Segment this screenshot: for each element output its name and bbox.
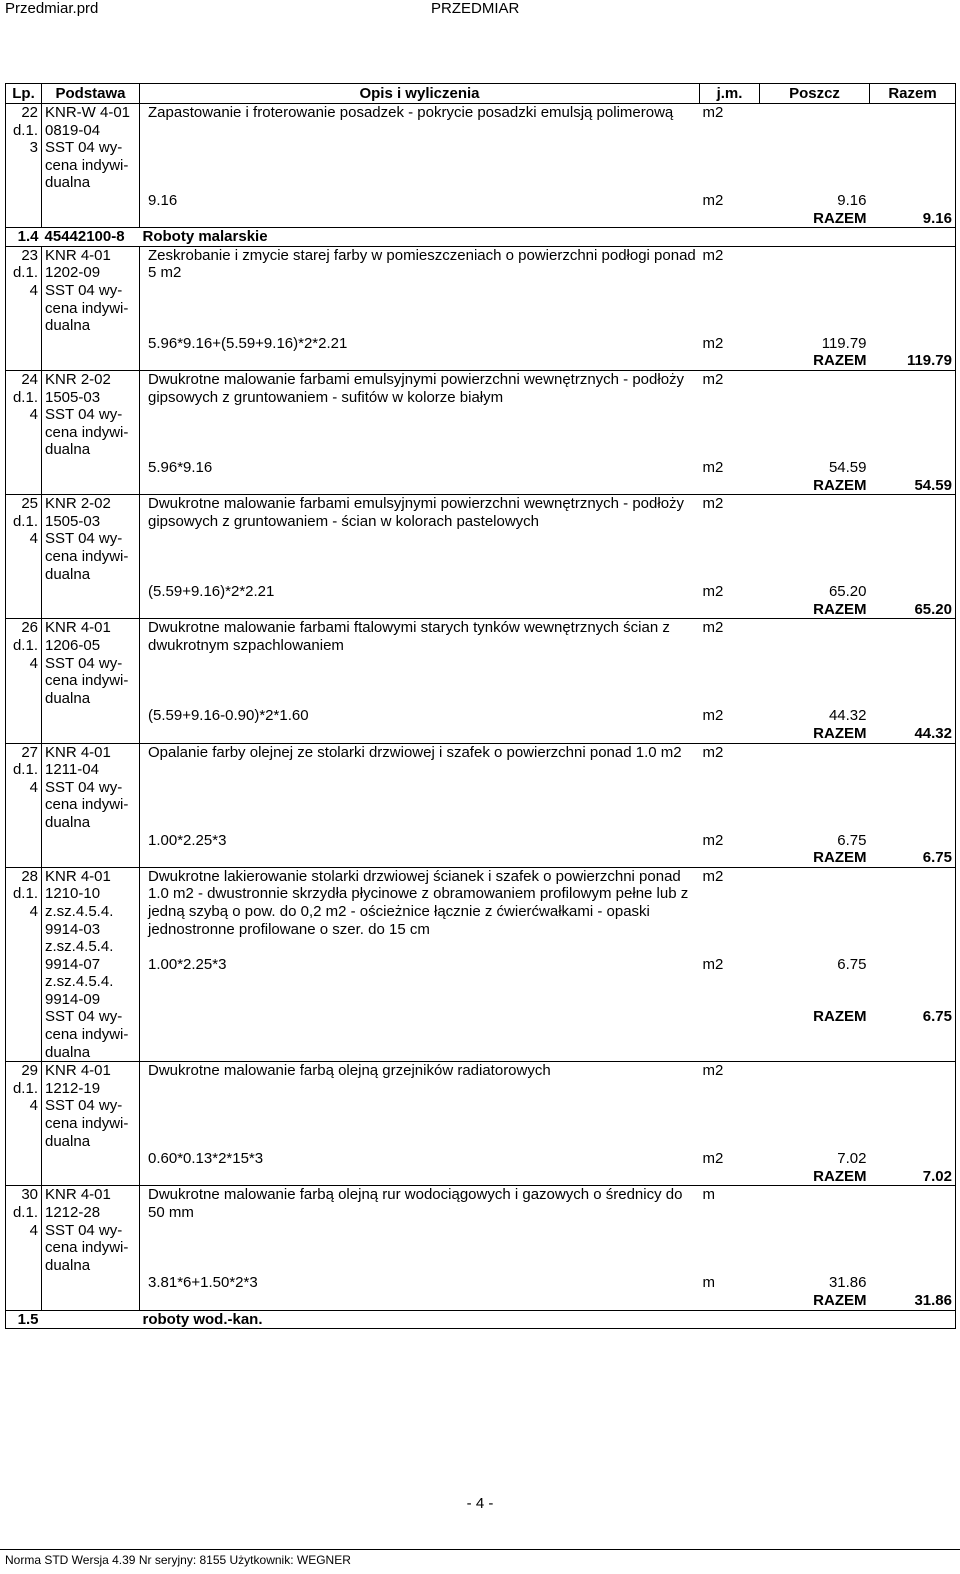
total-label: RAZEM bbox=[760, 725, 870, 743]
calc-unit bbox=[700, 1150, 760, 1168]
item-row bbox=[6, 370, 956, 459]
page-header bbox=[0, 0, 960, 18]
item-description: Dwukrotne malowanie farbami ftalowymi starych tynków wewnętrznych ścian z dwukrotnym szpachlowaniem bbox=[140, 619, 700, 708]
table-header-row bbox=[6, 84, 956, 104]
item-unit bbox=[700, 370, 760, 459]
item-description: Dwukrotne malowanie farbami emulsyjnymi powierzchni wewnętrznych - podłoży gipsowych z gruntowaniem - ścian w kolorach pastelowych bbox=[140, 495, 700, 584]
column-header: Opis i wyliczenia bbox=[140, 84, 700, 104]
item-basis: KNR 4-01 1212-19 SST 04 wy- cena indywi- dualna bbox=[42, 1062, 140, 1186]
empty-cell bbox=[870, 192, 956, 210]
estimate-table bbox=[5, 83, 956, 1329]
calc-unit bbox=[700, 707, 760, 725]
item-row bbox=[6, 743, 956, 832]
section-code: 45442100-8 bbox=[42, 228, 140, 247]
item-lp: 22 d.1. 3 bbox=[6, 104, 42, 228]
item-description: Opalanie farby olejnej ze stolarki drzwiowej i szafek o powierzchni ponad 1.0 m2 bbox=[140, 743, 700, 832]
calc-expression: 1.00*2.25*3 bbox=[140, 832, 700, 850]
empty-cell bbox=[140, 849, 760, 867]
item-basis: KNR 4-01 1202-09 SST 04 wy- cena indywi- dualna bbox=[42, 246, 140, 370]
calc-row bbox=[6, 1274, 956, 1292]
item-row bbox=[6, 619, 956, 708]
calc-expression: (5.59+9.16)*2*2.21 bbox=[140, 583, 700, 601]
calc-expression: 5.96*9.16 bbox=[140, 459, 700, 477]
item-unit bbox=[700, 867, 760, 956]
calc-value: 54.59 bbox=[828, 458, 867, 476]
empty-cell bbox=[140, 210, 760, 228]
item-lp: 28 d.1. 4 bbox=[6, 867, 42, 1062]
calc-unit-text: m2 bbox=[702, 583, 724, 601]
empty-cell bbox=[760, 370, 870, 459]
empty-cell bbox=[870, 104, 956, 193]
total-label: RAZEM bbox=[760, 477, 870, 495]
item-row bbox=[6, 104, 956, 193]
item-lp: 30 d.1. 4 bbox=[6, 1186, 42, 1310]
calc-row bbox=[6, 335, 956, 353]
item-unit-text: m2 bbox=[702, 495, 724, 513]
empty-cell bbox=[870, 832, 956, 850]
empty-cell bbox=[870, 1274, 956, 1292]
empty-cell bbox=[140, 477, 760, 495]
total-row bbox=[6, 1008, 956, 1062]
item-basis: KNR 4-01 1211-04 SST 04 wy- cena indywi- dualna bbox=[42, 743, 140, 867]
item-basis: KNR 2-02 1505-03 SST 04 wy- cena indywi- dualna bbox=[42, 370, 140, 494]
calc-unit-text: m2 bbox=[702, 955, 724, 973]
item-lp: 29 d.1. 4 bbox=[6, 1062, 42, 1186]
item-unit-text: m2 bbox=[702, 104, 724, 121]
empty-cell bbox=[870, 583, 956, 601]
item-unit-text: m2 bbox=[702, 370, 724, 388]
item-unit bbox=[700, 104, 760, 193]
calc-unit-text: m2 bbox=[702, 192, 724, 209]
item-unit-text: m bbox=[702, 1186, 715, 1204]
total-row bbox=[6, 1168, 956, 1186]
empty-cell bbox=[760, 1062, 870, 1151]
calc-expression: 1.00*2.25*3 bbox=[140, 956, 700, 1008]
total-value: 6.75 bbox=[870, 1008, 956, 1062]
footer-note: Norma STD Wersja 4.39 Nr seryjny: 8155 Użytkownik: WEGNER bbox=[5, 1553, 351, 1567]
total-label: RAZEM bbox=[760, 849, 870, 867]
empty-cell bbox=[870, 335, 956, 353]
calc-unit bbox=[700, 459, 760, 477]
calc-expression: (5.59+9.16-0.90)*2*1.60 bbox=[140, 707, 700, 725]
calc-value: 6.75 bbox=[837, 831, 867, 849]
item-basis: KNR 2-02 1505-03 SST 04 wy- cena indywi- dualna bbox=[42, 495, 140, 619]
total-row bbox=[6, 849, 956, 867]
empty-cell bbox=[870, 1062, 956, 1151]
item-row bbox=[6, 495, 956, 584]
page-number: - 4 - bbox=[466, 1495, 494, 1512]
total-value: 65.20 bbox=[870, 601, 956, 619]
item-lp: 23 d.1. 4 bbox=[6, 246, 42, 370]
calc-row bbox=[6, 192, 956, 210]
calc-unit bbox=[700, 956, 760, 1008]
column-header: j.m. bbox=[700, 84, 760, 104]
total-label: RAZEM bbox=[760, 1008, 870, 1062]
section-number: 1.5 bbox=[6, 1310, 42, 1329]
empty-cell bbox=[870, 743, 956, 832]
empty-cell bbox=[870, 956, 956, 1008]
column-header: Poszcz bbox=[760, 84, 870, 104]
item-lp: 26 d.1. 4 bbox=[6, 619, 42, 743]
calc-value: 119.79 bbox=[821, 334, 867, 352]
calc-unit-text: m bbox=[702, 1274, 715, 1292]
total-value: 7.02 bbox=[870, 1168, 956, 1186]
total-row bbox=[6, 210, 956, 228]
calc-unit-text: m2 bbox=[702, 831, 724, 849]
item-description: Zapastowanie i froterowanie posadzek - pokrycie posadzki emulsją polimerową bbox=[140, 104, 700, 193]
total-value: 6.75 bbox=[870, 849, 956, 867]
total-value: 54.59 bbox=[870, 477, 956, 495]
calc-value: 65.20 bbox=[828, 583, 867, 601]
empty-cell bbox=[870, 619, 956, 708]
calc-unit bbox=[700, 1274, 760, 1292]
empty-cell bbox=[870, 867, 956, 956]
file-name: Przedmiar.prd bbox=[5, 0, 99, 17]
item-unit bbox=[700, 495, 760, 584]
item-unit bbox=[700, 1062, 760, 1151]
empty-cell bbox=[140, 1292, 760, 1310]
empty-cell bbox=[870, 495, 956, 584]
section-title: Roboty malarskie bbox=[140, 228, 956, 247]
total-label: RAZEM bbox=[760, 1292, 870, 1310]
empty-cell bbox=[140, 601, 760, 619]
empty-cell bbox=[760, 867, 870, 956]
calc-unit-text: m2 bbox=[702, 707, 724, 725]
calc-value: 7.02 bbox=[837, 1150, 867, 1168]
item-unit bbox=[700, 743, 760, 832]
calc-expression: 9.16 bbox=[140, 192, 700, 210]
item-unit bbox=[700, 619, 760, 708]
item-basis: KNR 4-01 1212-28 SST 04 wy- cena indywi- dualna bbox=[42, 1186, 140, 1310]
item-unit-text: m2 bbox=[702, 1062, 724, 1080]
document-title: PRZEDMIAR bbox=[431, 0, 520, 17]
total-value: 9.16 bbox=[870, 210, 956, 228]
section-row bbox=[6, 228, 956, 247]
empty-cell bbox=[140, 1008, 760, 1062]
calc-expression: 5.96*9.16+(5.59+9.16)*2*2.21 bbox=[140, 335, 700, 353]
item-lp: 24 d.1. 4 bbox=[6, 370, 42, 494]
total-row bbox=[6, 1292, 956, 1310]
empty-cell bbox=[760, 743, 870, 832]
total-row bbox=[6, 725, 956, 743]
empty-cell bbox=[870, 707, 956, 725]
column-header: Podstawa bbox=[42, 84, 140, 104]
calc-unit bbox=[700, 192, 760, 210]
item-unit bbox=[700, 1186, 760, 1275]
empty-cell bbox=[760, 246, 870, 335]
empty-cell bbox=[140, 725, 760, 743]
item-basis: KNR 4-01 1210-10 z.sz.4.5.4. 9914-03 z.sz.4.5.4. 9914-07 z.sz.4.5.4. 9914-09 SST 04 wy- cena indywi- dualna bbox=[42, 867, 140, 1062]
item-row bbox=[6, 1186, 956, 1275]
item-row bbox=[6, 246, 956, 335]
empty-cell bbox=[760, 1186, 870, 1275]
empty-cell bbox=[870, 246, 956, 335]
section-row bbox=[6, 1310, 956, 1329]
item-description: Dwukrotne lakierowanie stolarki drzwiowej ścianek i szafek o powierzchni ponad 1.0 m2 - dwustronnie skrzydła płycinowe z obramowaniem profilowym pełne lub z jedną szybą o pow. do 0,2 m2 - ościeżnice łącznie z ćwierćwałkami - opaski jednostronne profilowane o szer. do 15 cm bbox=[140, 867, 700, 956]
total-value: 44.32 bbox=[870, 725, 956, 743]
item-basis: KNR-W 4-01 0819-04 SST 04 wy- cena indywi- dualna bbox=[42, 104, 140, 228]
empty-cell bbox=[870, 1150, 956, 1168]
total-value: 119.79 bbox=[870, 352, 956, 370]
total-value: 31.86 bbox=[870, 1292, 956, 1310]
empty-cell bbox=[760, 104, 870, 193]
empty-cell bbox=[760, 495, 870, 584]
empty-cell bbox=[760, 619, 870, 708]
item-description: Dwukrotne malowanie farbą olejną rur wodociągowych i gazowych o średnicy do 50 mm bbox=[140, 1186, 700, 1275]
item-unit-text: m2 bbox=[702, 867, 724, 885]
item-row bbox=[6, 1062, 956, 1151]
calc-unit bbox=[700, 832, 760, 850]
empty-cell bbox=[870, 459, 956, 477]
total-row bbox=[6, 477, 956, 495]
column-header: Lp. bbox=[6, 84, 42, 104]
empty-cell bbox=[870, 1186, 956, 1275]
calc-value: 6.75 bbox=[837, 955, 867, 973]
calc-row bbox=[6, 1150, 956, 1168]
calc-unit bbox=[700, 583, 760, 601]
calc-row bbox=[6, 707, 956, 725]
total-row bbox=[6, 601, 956, 619]
empty-cell bbox=[140, 1168, 760, 1186]
calc-row bbox=[6, 459, 956, 477]
item-unit bbox=[700, 246, 760, 335]
calc-expression: 3.81*6+1.50*2*3 bbox=[140, 1274, 700, 1292]
calc-value: 44.32 bbox=[828, 707, 867, 725]
total-label: RAZEM bbox=[760, 210, 870, 228]
calc-value: 31.86 bbox=[828, 1274, 867, 1292]
calc-unit-text: m2 bbox=[702, 458, 724, 476]
section-number: 1.4 bbox=[6, 228, 42, 247]
total-row bbox=[6, 352, 956, 370]
footer-divider bbox=[0, 1549, 960, 1550]
empty-cell bbox=[870, 370, 956, 459]
item-description: Dwukrotne malowanie farbą olejną grzejników radiatorowych bbox=[140, 1062, 700, 1151]
section-title: roboty wod.-kan. bbox=[140, 1310, 956, 1329]
calc-value: 9.16 bbox=[837, 192, 867, 209]
item-basis: KNR 4-01 1206-05 SST 04 wy- cena indywi- dualna bbox=[42, 619, 140, 743]
total-label: RAZEM bbox=[760, 352, 870, 370]
item-unit-text: m2 bbox=[702, 619, 724, 637]
total-label: RAZEM bbox=[760, 1168, 870, 1186]
item-lp: 27 d.1. 4 bbox=[6, 743, 42, 867]
item-row bbox=[6, 867, 956, 956]
calc-unit-text: m2 bbox=[702, 334, 724, 352]
calc-row bbox=[6, 956, 956, 1008]
empty-cell bbox=[140, 352, 760, 370]
calc-row bbox=[6, 832, 956, 850]
total-label: RAZEM bbox=[760, 601, 870, 619]
item-unit-text: m2 bbox=[702, 743, 724, 761]
item-description: Dwukrotne malowanie farbami emulsyjnymi powierzchni wewnętrznych - podłoży gipsowych z gruntowaniem - sufitów w kolorze białym bbox=[140, 370, 700, 459]
calc-unit bbox=[700, 335, 760, 353]
item-unit-text: m2 bbox=[702, 246, 724, 264]
calc-expression: 0.60*0.13*2*15*3 bbox=[140, 1150, 700, 1168]
column-header: Razem bbox=[870, 84, 956, 104]
calc-unit-text: m2 bbox=[702, 1150, 724, 1168]
section-code bbox=[42, 1310, 140, 1329]
calc-row bbox=[6, 583, 956, 601]
item-lp: 25 d.1. 4 bbox=[6, 495, 42, 619]
item-description: Zeskrobanie i zmycie starej farby w pomieszczeniach o powierzchni podłogi ponad 5 m2 bbox=[140, 246, 700, 335]
